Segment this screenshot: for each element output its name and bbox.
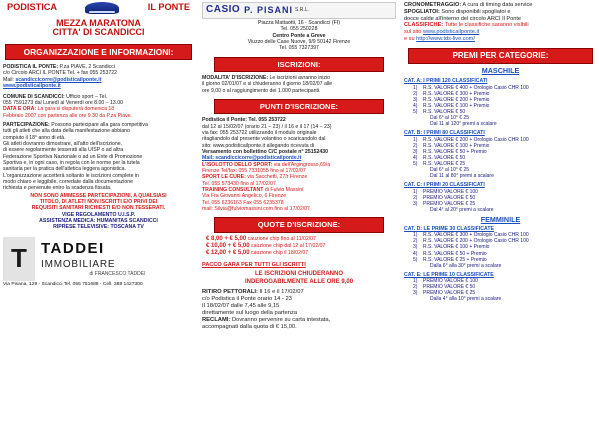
partecipazione-line: Possono partecipare alla gara competitiva <box>49 121 148 128</box>
quote-label: cauzione chip <box>247 235 280 242</box>
prize-row: 4) R.S. VALORE € 100 + Premio <box>413 103 490 110</box>
partecipazione-line: Federazione Sportiva Nazionale o ad un Ente di Promozione <box>3 153 143 160</box>
reclami-line2: accompagnati dalla quota di € 15,00. <box>202 324 297 331</box>
prize-row: 1) PREMIO VALORE € 100 <box>413 188 478 195</box>
cat-d-block <box>404 226 597 269</box>
training-line2: Via Fra Giovanni Angelico, 6 Firenze <box>202 193 287 200</box>
casio-pisani-logo <box>202 2 396 19</box>
tds-pre: e su <box>404 36 417 43</box>
prize-note: Dalla 6° alla 30° premi a scalare <box>430 262 502 269</box>
chiuderanno-block <box>202 271 396 286</box>
centro-addr: Viuzzo delle Case Nuove, 9/9 50142 Firenze <box>247 39 351 46</box>
cat-c-block <box>404 182 597 213</box>
comune-label: COMUNE DI SCANDICCI: <box>3 93 65 100</box>
partecipazione-line: Gli atleti dovranno dimostrare, all'atto dell'iscrizione, <box>3 140 123 147</box>
reclami-label: RECLAMI: <box>202 317 231 324</box>
classifiche-site-pre: sul sito <box>404 29 423 36</box>
podistica-addr: P.za PIAVE, 2 Scandicci <box>58 64 115 71</box>
punti-line: ritagliandolo dal presente volantino o scaricandolo dal <box>202 136 326 143</box>
data-ora-text: La gara si disputerà domenica 18 <box>36 106 115 113</box>
classifiche-label: CLASSIFICHE: <box>404 22 444 29</box>
ritiro-line3: Il 18/02/07 dalle 7,45 alle 9,15 <box>202 303 280 310</box>
quote-list <box>202 236 396 258</box>
tds-site-link[interactable]: http://www.tds-live.com/ <box>416 36 475 43</box>
comune-text: Ufficio sport – Tel. <box>64 93 108 100</box>
punti-line: Podistica il Ponte: Tel. 055 253722 <box>202 117 286 124</box>
crono-text: A cura di timing data service <box>461 2 533 8</box>
training-label: TRAINING CONSULTANT <box>202 187 264 194</box>
cat-e-block <box>404 272 597 303</box>
ritiro-label: RITIRO PETTORALI: <box>202 289 258 296</box>
modalita-line: il giorno 02/01/07 e si chiuderanno il giorno 18/02/07 alle <box>202 81 333 88</box>
isolotto-label: L'ISOLOTTO DELLO SPORT: <box>202 161 273 168</box>
cat-title: CAT. E: LE PRIME 10 CLASSIFICATE <box>404 271 494 278</box>
training-line4: mail: Silvia@fulviomassini.com fino al 17/02/07 <box>202 206 310 213</box>
prize-row: 1) R.S. VALORE € 300 + Orologio Casio CHR 100 <box>413 232 529 239</box>
partecipazione-line: di essere regolarmente tesserati alla UISP o ad altra <box>3 147 124 154</box>
prize-row: 1) PREMIO VALORE € 100 <box>413 278 478 285</box>
quote-label: cauzione chip <box>251 242 283 249</box>
quote-amount: € 8,00 + € 5,00 <box>206 235 247 242</box>
taddei-ad <box>3 237 194 281</box>
prize-row: 2) PREMIO VALORE € 50 <box>413 194 476 201</box>
quote-row <box>206 243 396 250</box>
column-organizzazione <box>0 0 197 421</box>
prize-row: 2) R.S. VALORE € 300 + Premio <box>413 90 490 97</box>
quote-date: il 18/02/07 <box>284 250 309 257</box>
taddei-sub: IMMOBILIARE <box>41 258 116 270</box>
taddei-logo-icon: T <box>3 237 35 281</box>
cat-title: CAT. D: LE PRIME 30 CLASSIFICATE <box>404 225 495 232</box>
prize-note: Dal 6° al 10° € 25 <box>430 167 470 174</box>
column-iscrizioni <box>200 0 398 421</box>
partecipazione-line: richiesta e pervenute entro la scadenza fissata. <box>3 185 112 192</box>
column-premi <box>401 0 600 421</box>
centro-tel: Tel. 055 7327397 <box>279 45 319 52</box>
taddei-footer: Via Pisana, 129 - Scandicci Tel. 055 751688 - Cell. 388 1427300 <box>3 281 143 287</box>
prize-row: 5) R.S. VALORE € 25 <box>413 161 466 168</box>
partecipazione-line: sanitaria per la pratica dell'atletica leggera agonistica. <box>3 166 126 173</box>
riprese-tv: RIPRESE TELEVISIVE: TOSCANA TV <box>53 224 144 231</box>
taddei-owner: di FRANCESCO TADDEI <box>89 270 146 277</box>
warning-line: REQUISITI SANITARI RICHIESTI E/O NON TESSERATI. <box>31 205 166 212</box>
quote-date: fino al 11/02/07 <box>280 235 316 242</box>
modalita-line: ore 9,00 o al raggiungimento dei 1.000 partecipanti. <box>202 87 321 94</box>
prize-row: 1) R.S. VALORE € 400 + Orologio Casio CHR 100 <box>413 84 529 91</box>
logo-right-text: IL PONTE <box>147 2 190 13</box>
centro-name: Centro Ponte a Greve <box>272 32 326 39</box>
chiuderanno-line: LE ISCRIZIONI CHIUDERANNO <box>254 271 343 278</box>
assistenza-medica: ASSISTENZA MEDICA: HUMANITAS SCANDICCI <box>39 218 158 225</box>
prize-note: Dal 11 al 120° premi a scalare <box>430 121 497 128</box>
punti-mail-link[interactable]: Mail: scandiccicorre@podisticailponte.it <box>202 155 302 162</box>
sportlecure-line2: Tel. 055 573430 fino al 17/02/07 <box>202 180 276 187</box>
sportlecure-text: via Sacchetti, 27/r Firenze <box>245 174 308 181</box>
maschile-heading: MASCHILE <box>481 65 520 75</box>
casio-brand: CASIO <box>206 4 241 16</box>
casio-tel: Tel. 055 250228 <box>280 26 318 33</box>
reclami-text: Dovranno pervenire su carta intestata, <box>230 317 331 324</box>
cat-title: CAT. A: I PRIMI 120 CLASSIFICATI <box>404 78 488 85</box>
quote-label: cauzione chip <box>251 250 283 257</box>
classifiche-text: Tutte le classifiche saranno visibili <box>443 22 529 29</box>
warning-line: NON SONO AMMESSE PARTECIPAZIONI, A QUALSIASI <box>30 192 167 199</box>
podistica-label: PODISTICA IL PONTE: <box>3 64 59 71</box>
punti-line: via fax: 055 253722 utilizzando il modulo originale <box>202 129 317 136</box>
quote-row <box>206 250 396 257</box>
partecipazione-label: PARTECIPAZIONE: <box>3 121 50 128</box>
podistica-logo <box>3 2 194 14</box>
training-line3: Tel. 055 6236163 Fax 055 6235378 <box>202 199 284 206</box>
partecipazione-line: Sportiva e, in ogni caso, in regola con le norme per la tutela <box>3 159 140 166</box>
pacco-gara: PACCO GARA PER TUTTI GLI ISCRITTI <box>202 261 306 268</box>
punti-line: Versamento con bollettino C/C postale n° 25152430 <box>202 148 329 155</box>
iscrizioni-header: ISCRIZIONI: <box>214 57 384 72</box>
prize-row: 3) PREMIO VALORE € 25 <box>413 200 476 207</box>
punti-line: dal 12 al 15/02/07 (orario 21 – 23) / il 16 e il 17 (14 – 23) <box>202 123 332 130</box>
quote-amount: € 10,00 + € 5,00 <box>206 242 250 249</box>
ritiro-text: Il 16 e il 17/02/07 <box>257 289 304 296</box>
org-header: ORGANIZZAZIONE E INFORMAZIONI: <box>5 44 192 60</box>
cat-title: CAT. C: I PRIMI 20 CLASSIFICATI <box>404 182 485 189</box>
ritiro-line2: c/o Podistica il Ponte orario 14 - 23 <box>202 296 292 303</box>
spogliatoi-text: Sono disponibili spogliatoi e <box>439 8 511 15</box>
prize-note: Dal 6° al 10° € 25 <box>430 115 470 122</box>
quote-date: dal 12 al 17/02/07 <box>284 242 326 249</box>
data-ora-text2: Febbraio 2007 con partenza alle ore 9.30 da P.za Piave. <box>3 112 133 119</box>
prize-row: 1) R.S. VALORE € 200 + Orologio Casio CHR 100 <box>413 136 529 143</box>
prize-row: 3) R.S. VALORE € 100 + Premio <box>413 244 490 251</box>
prize-row: 4) R.S. VALORE € 50 + Premio <box>413 250 487 257</box>
running-shoe-icon <box>85 2 119 14</box>
isolotto-text: via dell'Argingrosso,69/a <box>272 161 331 168</box>
crono-label: CRONOMETRAGGIO: <box>404 2 462 8</box>
warning-line: TITOLO, DI ATLETI NON ISCRITTI E/O PRIVI DEI <box>39 199 158 205</box>
prize-row: 4) R.S. VALORE € 50 <box>413 155 466 162</box>
prize-row: 3) R.S. VALORE € 50 + Premio <box>413 148 487 155</box>
partecipazione-line: L'organizzazione accetterà soltanto le iscrizioni complete in <box>3 172 139 179</box>
srl-label: S.R.L. <box>295 7 309 14</box>
title-line-2: CITTA' DI SCANDICCI <box>52 27 145 38</box>
prize-note: Dal 11 al 80° premi a scalare <box>430 173 494 180</box>
modalita-line: Le iscrizioni avranno inizio <box>268 74 331 81</box>
taddei-name: TADDEI <box>41 240 105 258</box>
cat-b-block <box>404 130 597 179</box>
mail-label: Mail: <box>3 76 16 83</box>
sportlecure-label: SPORT LE CURE: <box>202 174 246 181</box>
training-text: di Fulvio Massini <box>263 187 304 194</box>
prize-row: 2) PREMIO VALORE € 50 <box>413 284 476 291</box>
partecipazione-line: modo chiaro e leggibile, corredate dalla documentazione <box>3 178 134 185</box>
cat-a-block <box>404 78 597 127</box>
title-line-1: MEZZA MARATONA <box>56 18 141 28</box>
prize-row: 5) R.S. VALORE € 25 + Premio <box>413 256 487 263</box>
spogliatoi-line2: docce calde all'interno del circolo ARCI Il Ponte <box>404 15 522 22</box>
chiuderanno-line: INDEROGABILMENTE ALLE ORE 9,00 <box>244 278 354 285</box>
prize-row: 2) R.S. VALORE € 100 + Premio <box>413 142 490 149</box>
partecipazione-line: tutti gli atleti che alla data della manifestazione abbiano <box>3 128 130 135</box>
spogliatoi-label: SPOGLIATOI: <box>404 8 440 15</box>
data-ora-label: DATA E ORA: <box>3 106 37 113</box>
cat-title: CAT. B: I PRIMI 80 CLASSIFICATI <box>404 130 485 137</box>
logo-left-text: PODISTICA <box>7 2 58 13</box>
punti-line: sito: www.podisticailponte.it allegando ricevuta di <box>202 142 315 149</box>
prize-row: 5) R.S. VALORE € 50 <box>413 109 466 116</box>
quote-row <box>206 236 396 243</box>
warning-block <box>3 193 194 212</box>
prize-row: 3) PREMIO VALORE € 25 <box>413 290 476 297</box>
prize-note: Dalla 4° alla 10° premi a scalare <box>430 296 502 303</box>
punti-header: PUNTI D'ISCRIZIONE: <box>214 99 384 114</box>
partecipazione-line: compiuto il 18° anno di età. <box>3 134 66 141</box>
femminile-heading: FEMMINILE <box>480 215 521 225</box>
event-title <box>3 19 194 38</box>
casio-addr: Piazza Mattaotti, 16 - Scandicci (FI) <box>258 20 340 26</box>
modalita-label: MODALITA' D'ISCRIZIONE: <box>202 74 269 81</box>
prize-row: 2) R.S. VALORE € 200 + Orologio Casio CHR 100 <box>413 238 529 245</box>
prize-note: Dal 4° al 20° premi a scalare <box>430 207 494 214</box>
website-link[interactable]: www.podisticailponte.it <box>3 83 61 90</box>
quote-amount: € 12,00 + € 5,00 <box>206 250 250 257</box>
quote-header: QUOTE D'ISCRIZIONE: <box>214 217 384 232</box>
prize-row: 3) R.S. VALORE € 200 + Premio <box>413 96 490 103</box>
podistica-addr2: c/o Circolo ARCI IL PONTE Tel. + fax 055 253722 <box>3 70 118 77</box>
pisani-brand: P. PISANI <box>244 5 294 16</box>
premi-header: PREMI PER CATEGORIE: <box>408 48 593 64</box>
vige-regolamento: VIGE REGOLAMENTO U.I.S.P. <box>61 211 136 218</box>
isolotto-line2: Firenze Tel/fax: 055 7331055 fino al 17/02/07 <box>202 168 306 174</box>
ritiro-line4: direttamente sul luogo della partenza <box>202 310 298 317</box>
classifiche-site-link[interactable]: www.podisticailponte.it <box>422 29 480 36</box>
comune-phone: 055 7591273 dal Lunedì al Venerdì ore 8.00 – 13.00 <box>3 99 123 106</box>
email-link[interactable]: scandiccicorre@podisticailponte.it <box>15 76 102 83</box>
